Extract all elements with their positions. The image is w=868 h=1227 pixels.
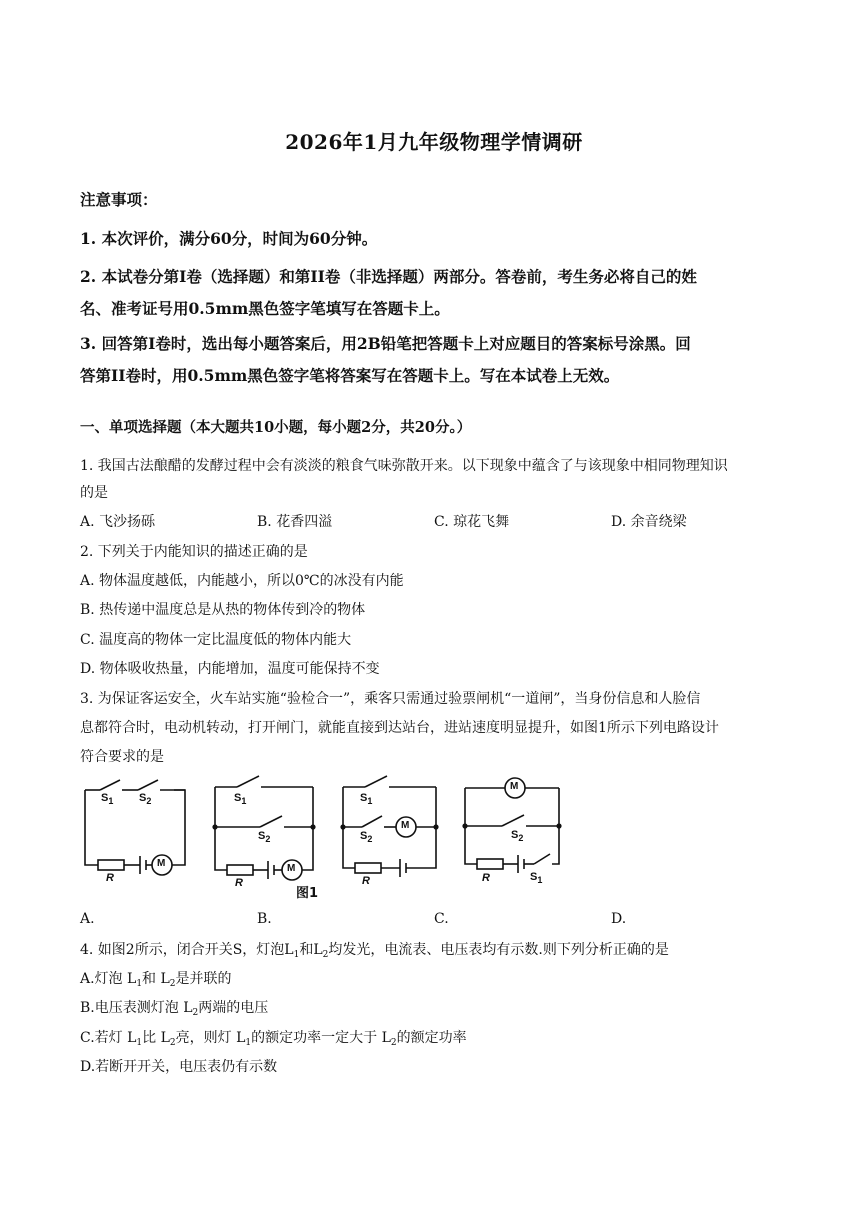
- label-m: M: [401, 820, 410, 831]
- notice-item-3a: 3. 回答第I卷时，选出每小题答案后，用2B铅笔把答题卡上对应题目的答案标号涂黑。回: [80, 334, 691, 353]
- label-r: R: [235, 877, 243, 889]
- q4-stem: 4. 如图2所示，闭合开关S，灯泡$L_1$和$L_2$均发光，电流表、电压表均有示数.则下列分析正确的是: [80, 942, 669, 960]
- notice-item-2b: 名、准考证号用0.5mm黑色签字笔填写在答题卡上。: [80, 299, 450, 318]
- q1-option-a: A. 飞沙扬砾: [80, 514, 156, 530]
- figure-1-labels: [78, 772, 578, 902]
- q4-option-b: B.电压表测灯泡 $L_2$两端的电压: [80, 1000, 269, 1018]
- notice-heading: 注意事项：: [80, 190, 158, 209]
- q3-stem-b: 息都符合时，电动机转动，打开闸门，就能直接到达站台，进站速度明显提升，如图1所示下列电路设计: [80, 720, 719, 736]
- q2-option-a: A. 物体温度越低，内能越小，所以0℃的冰没有内能: [80, 573, 404, 589]
- label-m: M: [287, 863, 296, 874]
- section-heading: 一、单项选择题（本大题共10小题，每小题2分，共20分。）: [80, 419, 472, 436]
- label-s1: $S_1$: [530, 871, 543, 885]
- q2-stem: 2. 下列关于内能知识的描述正确的是: [80, 544, 308, 560]
- notice-item-2a: 2. 本试卷分第I卷（选择题）和第II卷（非选择题）两部分。答卷前，考生务必将自己的姓: [80, 267, 697, 286]
- q4-option-d: D.若断开开关，电压表仍有示数: [80, 1059, 278, 1075]
- q3-option-d: D.: [611, 911, 627, 927]
- q3-option-a: A.: [80, 911, 95, 927]
- label-r: R: [362, 875, 370, 887]
- label-s2: $S_2$: [139, 792, 152, 806]
- label-s2: $S_2$: [511, 829, 524, 843]
- q2-option-b: B. 热传递中温度总是从热的物体传到冷的物体: [80, 602, 366, 618]
- q3-option-b: B.: [257, 911, 272, 927]
- label-m: M: [157, 858, 166, 869]
- q1-option-d: D. 余音绕梁: [611, 514, 687, 530]
- label-s1: $S_1$: [101, 792, 114, 806]
- q3-option-c: C.: [434, 911, 449, 927]
- notice-item-1: 1. 本次评价，满分60分，时间为60分钟。: [80, 229, 378, 248]
- q3-stem-c: 符合要求的是: [80, 749, 164, 765]
- notice-item-3b: 答第II卷时，用0.5mm黑色签字笔将答案写在答题卡上。写在本试卷上无效。: [80, 366, 620, 385]
- label-s2: $S_2$: [360, 830, 373, 844]
- label-r: R: [106, 872, 114, 884]
- label-s1: $S_1$: [360, 792, 373, 806]
- label-s2: $S_2$: [258, 830, 271, 844]
- label-s1: $S_1$: [234, 792, 247, 806]
- q2-option-d: D. 物体吸收热量，内能增加，温度可能保持不变: [80, 661, 380, 677]
- page-title: 2026年1月九年级物理学情调研: [285, 130, 583, 154]
- q4-option-a: A.灯泡 $L_1$和 $L_2$是并联的: [80, 971, 232, 989]
- label-r: R: [482, 872, 490, 884]
- q4-option-c: C.若灯 $L_1$比 $L_2$亮，则灯 $L_1$的额定功率一定大于 $L_2$的额定功率: [80, 1030, 467, 1048]
- q1-option-c: C. 琼花飞舞: [434, 514, 510, 530]
- q1-stem-b: 的是: [80, 485, 108, 501]
- q1-option-b: B. 花香四溢: [257, 514, 333, 530]
- label-m: M: [510, 781, 519, 792]
- q1-stem-a: 1. 我国古法酿醋的发酵过程中会有淡淡的粮食气味弥散开来。以下现象中蕴含了与该现象中相同物理知识: [80, 458, 728, 474]
- q3-stem-a: 3. 为保证客运安全，火车站实施“验检合一”，乘客只需通过验票闸机“一道闸”，当身份信息和人脸信: [80, 691, 701, 707]
- figure-1-caption: 图1: [296, 886, 319, 901]
- q2-option-c: C. 温度高的物体一定比温度低的物体内能大: [80, 632, 352, 648]
